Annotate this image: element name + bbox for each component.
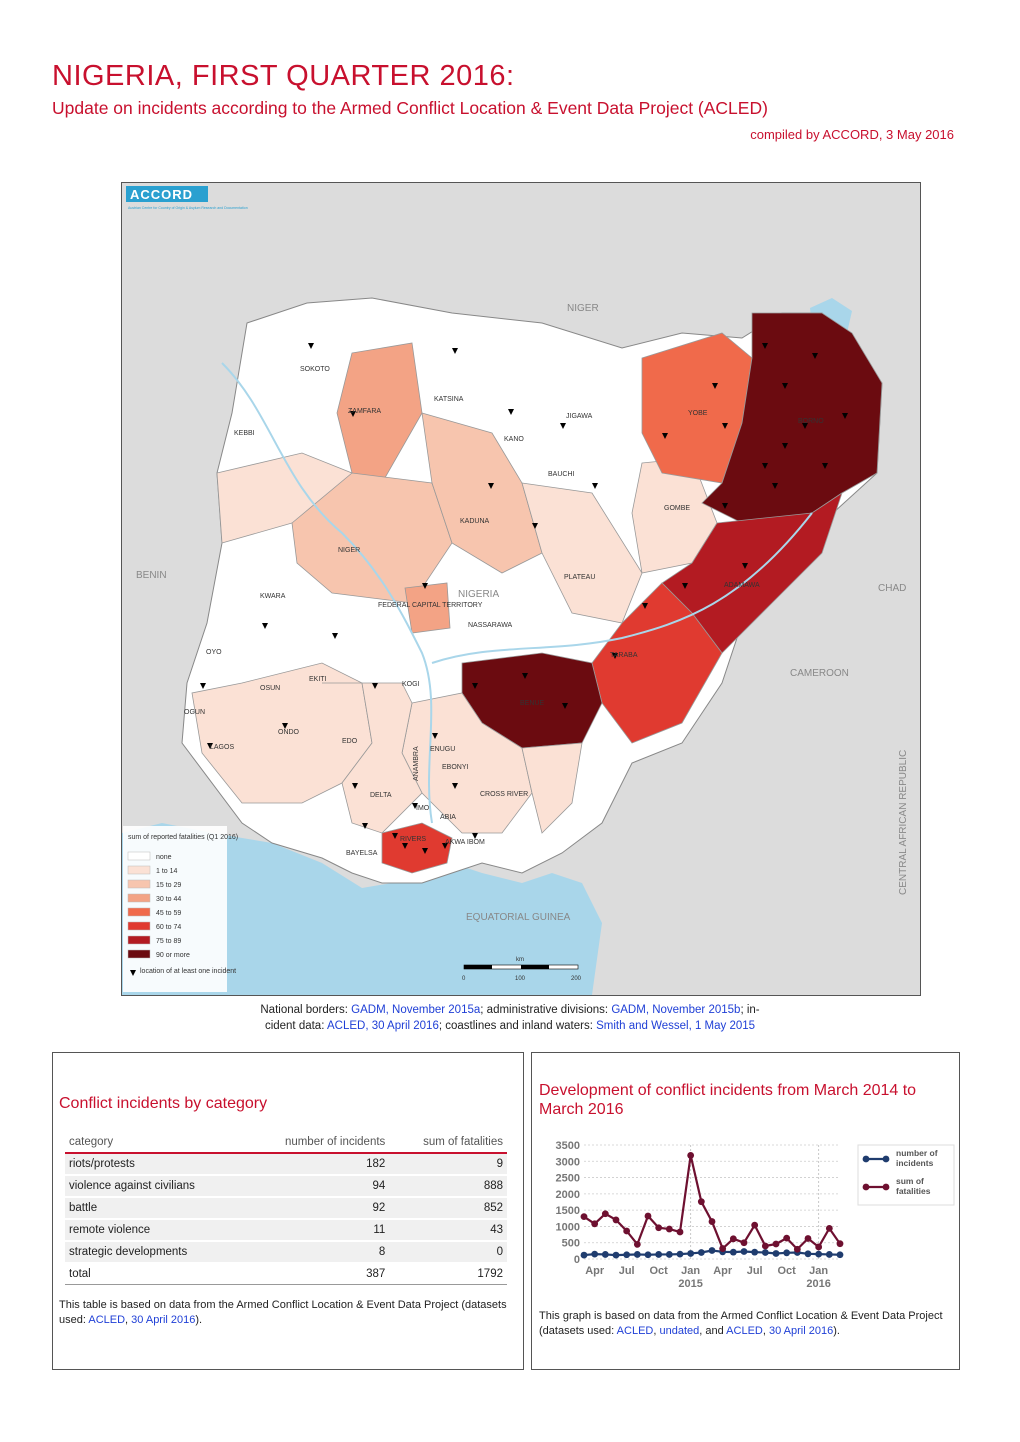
label-benin: BENIN <box>136 570 167 581</box>
chart-panel-title: Development of conflict incidents from March 2014 to March 2016 <box>539 1082 917 1118</box>
data-point <box>591 1220 598 1227</box>
note-link-date[interactable]: 30 April 2016 <box>131 1314 196 1326</box>
data-point <box>837 1240 844 1247</box>
state-label-plateau: PLATEAU <box>564 574 596 581</box>
cell-total-label: total <box>65 1263 244 1285</box>
chart-source-note <box>539 1309 949 1339</box>
legend-swatch <box>128 936 150 944</box>
chart-note-link-acled-1[interactable]: ACLED <box>616 1325 654 1337</box>
legend-marker <box>883 1184 890 1191</box>
y-tick-label: 3500 <box>555 1140 580 1152</box>
state-label-lagos: LAGOS <box>210 744 235 751</box>
legend-label: 75 to 89 <box>156 938 182 945</box>
data-point <box>687 1250 694 1257</box>
state-label-katsina: KATSINA <box>434 396 464 403</box>
source-link-gadm-b[interactable]: GADM, November 2015b <box>611 1004 741 1016</box>
label-niger-country: NIGER <box>567 303 599 314</box>
logo-text: ACCORD <box>130 187 194 202</box>
cell-category: remote violence <box>65 1219 244 1241</box>
col-fatalities: sum of fatalities <box>389 1133 507 1153</box>
chart-note-text-2: , and <box>699 1325 727 1337</box>
data-point <box>730 1249 737 1256</box>
state-label-zamfara: ZAMFARA <box>348 408 382 415</box>
legend-series-name: number of <box>896 1148 938 1158</box>
category-table <box>65 1133 507 1285</box>
state-label-edo: EDO <box>342 738 358 745</box>
x-tick-label: Jan <box>809 1265 829 1277</box>
state-label-abia: ABIA <box>440 814 456 821</box>
data-point <box>741 1239 748 1246</box>
label-chad: CHAD <box>878 583 907 594</box>
legend-label: 30 to 44 <box>156 896 182 903</box>
state-label-enugu: ENUGU <box>430 746 456 753</box>
legend-series-name: sum of <box>896 1176 924 1186</box>
data-point <box>815 1251 822 1258</box>
legend-swatch <box>128 880 150 888</box>
state-label-kano: KANO <box>504 436 524 443</box>
scale-tick-100: 100 <box>515 976 526 982</box>
cell-fatalities: 852 <box>389 1197 507 1219</box>
data-point <box>581 1213 588 1220</box>
source-link-acled[interactable]: ACLED, 30 April 2016 <box>326 1020 439 1032</box>
state-label-benue: BENUE <box>520 700 545 707</box>
map-svg <box>122 183 920 995</box>
cell-fatalities: 9 <box>389 1153 507 1175</box>
legend-marker <box>863 1156 870 1163</box>
data-point <box>826 1251 833 1258</box>
legend-swatch <box>128 950 150 958</box>
chart-area <box>536 1135 956 1295</box>
data-point <box>645 1251 652 1258</box>
legend-swatch <box>128 908 150 916</box>
data-point <box>687 1152 694 1159</box>
state-label-nassarawa: NASSARAWA <box>468 622 513 629</box>
chart-note-end: ). <box>833 1325 840 1337</box>
state-label-kaduna: KADUNA <box>460 518 490 525</box>
data-point <box>602 1210 609 1217</box>
data-point <box>783 1235 790 1242</box>
legend-swatch <box>128 894 150 902</box>
state-label-kebbi: KEBBI <box>234 430 255 437</box>
state-label-niger: NIGER <box>338 547 361 554</box>
cell-category: battle <box>65 1197 244 1219</box>
note-text: This table is based on data from the Armed Conflict Location & Event Data Project (datasets used: <box>59 1299 507 1326</box>
y-tick-label: 2000 <box>555 1188 580 1201</box>
state-label-ekiti: EKITI <box>309 676 327 683</box>
x-tick-label: Apr <box>585 1265 605 1277</box>
chart-panel <box>531 1052 960 1370</box>
sources-text-2: ; administrative divisions: <box>480 1004 612 1016</box>
chart-note-link-date[interactable]: 30 April 2016 <box>768 1325 834 1337</box>
sources-text-1: National borders: <box>260 1004 352 1016</box>
state-label-taraba: TARABA <box>610 652 638 659</box>
cell-fatalities: 0 <box>389 1241 507 1263</box>
sources-text-3: ; in- <box>740 1004 760 1016</box>
legend-swatch <box>128 922 150 930</box>
label-car: CENTRAL AFRICAN REPUBLIC <box>898 749 909 895</box>
data-point <box>613 1217 620 1224</box>
cell-incidents: 8 <box>244 1241 389 1263</box>
data-point <box>730 1235 737 1242</box>
map-sources <box>160 1002 860 1034</box>
data-point <box>805 1235 812 1242</box>
col-category: category <box>65 1133 244 1153</box>
table-row <box>65 1241 507 1263</box>
cell-incidents: 92 <box>244 1197 389 1219</box>
data-point <box>655 1224 662 1231</box>
data-point <box>837 1251 844 1258</box>
note-end: ). <box>195 1314 203 1326</box>
cell-category: riots/protests <box>65 1153 244 1175</box>
data-point <box>698 1198 705 1205</box>
state-label-ebonyi: EBONYI <box>442 764 469 771</box>
state-label-bauchi: BAUCHI <box>548 471 575 478</box>
state-label-fct: FEDERAL CAPITAL TERRITORY <box>378 602 483 609</box>
y-tick-label: 2500 <box>555 1172 580 1185</box>
table-row <box>65 1197 507 1219</box>
legend-swatch <box>128 852 150 860</box>
note-link-acled[interactable]: ACLED <box>88 1314 126 1326</box>
source-link-smith-wessel[interactable]: Smith and Wessel, 1 May 2015 <box>596 1020 756 1032</box>
accord-logo <box>126 186 248 210</box>
data-point <box>634 1241 641 1248</box>
x-tick-label: Jan <box>681 1265 701 1277</box>
state-label-bayelsa: BAYELSA <box>346 850 378 857</box>
data-point <box>762 1243 769 1250</box>
data-point <box>826 1225 833 1232</box>
legend-label: 1 to 14 <box>156 868 178 875</box>
legend-label: 90 or more <box>156 952 190 959</box>
y-tick-label: 500 <box>561 1237 580 1250</box>
state-label-cross-river: CROSS RIVER <box>480 791 529 798</box>
x-tick-label: Jul <box>746 1265 763 1277</box>
table-header-row <box>65 1133 507 1153</box>
source-link-gadm-a[interactable]: GADM, November 2015a <box>351 1004 481 1016</box>
data-point <box>645 1213 652 1220</box>
cell-total-incidents: 387 <box>244 1263 389 1285</box>
state-label-kogi: KOGI <box>402 681 420 688</box>
legend-series-name: fatalities <box>896 1186 931 1196</box>
state-label-ogun: OGUN <box>184 709 205 716</box>
data-point <box>698 1249 705 1256</box>
state-label-adamawa: ADAMAWA <box>724 582 760 589</box>
data-point <box>677 1251 684 1258</box>
legend-title: sum of reported fatalities (Q1 2016) <box>128 834 239 841</box>
sources-text-5: ; coastlines and inland waters: <box>438 1020 597 1032</box>
scale-tick-0: 0 <box>462 976 466 982</box>
cell-category: violence against civilians <box>65 1175 244 1197</box>
data-point <box>634 1251 641 1258</box>
category-panel <box>52 1052 524 1370</box>
label-cameroon: CAMEROON <box>790 668 849 679</box>
data-point <box>783 1249 790 1256</box>
chart-svg <box>536 1135 956 1295</box>
state-label-sokoto: SOKOTO <box>300 366 330 373</box>
data-point <box>666 1251 673 1258</box>
state-label-ondo: ONDO <box>278 729 299 736</box>
data-point <box>762 1249 769 1256</box>
cell-category: strategic developments <box>65 1241 244 1263</box>
y-tick-label: 0 <box>573 1254 580 1266</box>
chart-note-link-acled-2[interactable]: ACLED <box>726 1325 763 1337</box>
compiled-by: compiled by ACCORD, 3 May 2016 <box>750 127 954 142</box>
legend-series-name: incidents <box>896 1158 934 1168</box>
state-label-rivers: RIVERS <box>400 836 427 843</box>
state-label-yobe: YOBE <box>688 410 708 417</box>
data-point <box>581 1252 588 1259</box>
y-tick-label: 3000 <box>555 1156 580 1169</box>
state-label-gombe: GOMBE <box>664 505 691 512</box>
data-point <box>794 1246 801 1253</box>
data-point <box>751 1222 758 1229</box>
map-legend <box>123 826 238 992</box>
x-tick-label: Apr <box>713 1265 733 1277</box>
nigeria-map <box>121 182 921 996</box>
table-row <box>65 1219 507 1241</box>
data-point <box>805 1250 812 1257</box>
category-panel-title: Conflict incidents by category <box>59 1095 268 1112</box>
label-equatorial-guinea: EQUATORIAL GUINEA <box>466 912 571 923</box>
state-label-kwara: KWARA <box>260 593 286 600</box>
legend-label: none <box>156 854 172 861</box>
cell-fatalities: 43 <box>389 1219 507 1241</box>
chart-note-sep-1: , <box>653 1325 660 1337</box>
chart-note-link-undated[interactable]: undated <box>659 1325 700 1337</box>
data-point <box>815 1244 822 1251</box>
cell-incidents: 11 <box>244 1219 389 1241</box>
state-label-imo: IMO <box>416 805 430 812</box>
legend-swatch <box>128 866 150 874</box>
cell-incidents: 94 <box>244 1175 389 1197</box>
logo-subtext: Austrian Centre for Country of Origin & Asylum Research and Documentation <box>128 206 248 210</box>
state-label-jigawa: JIGAWA <box>566 413 593 420</box>
table-row <box>65 1153 507 1175</box>
legend-marker <box>883 1156 890 1163</box>
legend-label: 15 to 29 <box>156 882 182 889</box>
year-label: 2016 <box>806 1278 831 1290</box>
data-point <box>655 1251 662 1258</box>
label-nigeria: NIGERIA <box>458 589 500 600</box>
data-point <box>741 1248 748 1255</box>
data-point <box>709 1218 716 1225</box>
data-point <box>591 1251 598 1258</box>
table-total-row <box>65 1263 507 1285</box>
state-label-borno: BORNO <box>798 418 824 425</box>
sources-text-4: cident data: <box>264 1020 327 1032</box>
legend-incident-label: location of at least one incident <box>140 968 237 975</box>
state-label-anambra: ANAMBRA <box>413 746 420 781</box>
scale-tick-200: 200 <box>571 976 582 982</box>
state-label-oyo: OYO <box>206 649 222 656</box>
cell-incidents: 182 <box>244 1153 389 1175</box>
state-label-osun: OSUN <box>260 685 281 692</box>
note-sep: , <box>125 1314 132 1326</box>
page-subtitle: Update on incidents according to the Armed Conflict Location & Event Data Project (ACLED) <box>52 98 768 118</box>
data-point <box>602 1251 609 1258</box>
col-incidents: number of incidents <box>244 1133 389 1153</box>
y-tick-label: 1500 <box>555 1205 580 1218</box>
data-point <box>677 1229 684 1236</box>
scale-unit: km <box>516 957 524 963</box>
x-tick-label: Jul <box>618 1265 635 1277</box>
legend-marker <box>863 1184 870 1191</box>
page-title: NIGERIA, FIRST QUARTER 2016: <box>52 60 515 92</box>
data-point <box>773 1241 780 1248</box>
plot-area <box>584 1145 840 1259</box>
data-point <box>623 1228 630 1235</box>
data-point <box>709 1247 716 1254</box>
data-point <box>666 1226 673 1233</box>
table-row <box>65 1175 507 1197</box>
x-tick-label: Oct <box>777 1265 796 1277</box>
data-point <box>773 1250 780 1257</box>
x-tick-label: Oct <box>649 1265 668 1277</box>
state-label-delta: DELTA <box>370 792 392 799</box>
cell-fatalities: 888 <box>389 1175 507 1197</box>
chart-note-sep-2: , <box>762 1325 769 1337</box>
data-point <box>719 1245 726 1252</box>
data-point <box>623 1251 630 1258</box>
state-label-akwa-ibom: AKWA IBOM <box>445 839 485 846</box>
chart-note-text-1: This graph is based on data from the Armed Conflict Location & Event Data Project (datasets used: <box>539 1310 943 1337</box>
y-tick-label: 1000 <box>555 1221 580 1234</box>
year-label: 2015 <box>678 1278 703 1290</box>
data-point <box>751 1249 758 1256</box>
data-point <box>613 1252 620 1259</box>
legend-label: 45 to 59 <box>156 910 182 917</box>
legend-label: 60 to 74 <box>156 924 182 931</box>
cell-total-fatalities: 1792 <box>389 1263 507 1285</box>
table-source-note <box>59 1298 519 1328</box>
